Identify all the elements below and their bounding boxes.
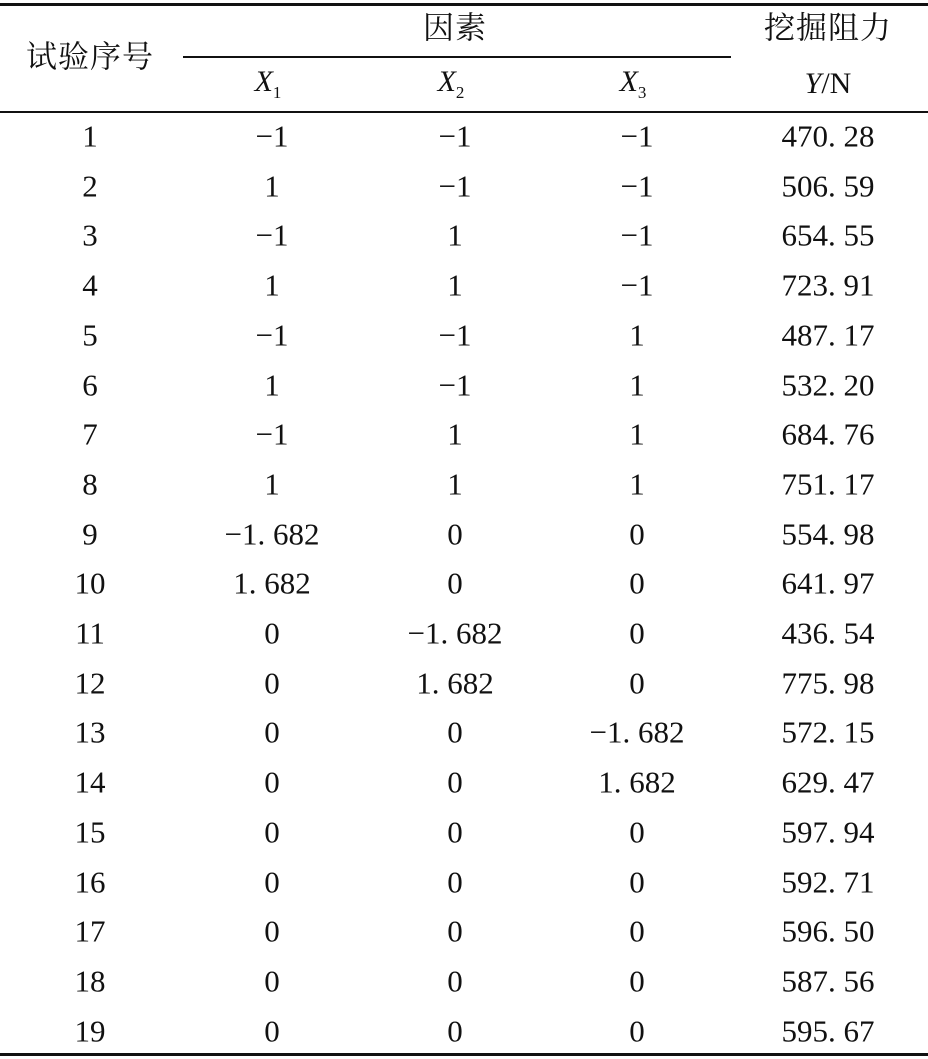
header-y-var: Y [804,67,822,100]
x2-cell: 0 [447,814,463,850]
resistance-cell: 654. 55 [781,217,875,253]
x3-cell: −1 [620,267,654,303]
x3-cell: 1 [629,416,645,452]
factors-group-rule [183,56,731,58]
header-x1-sub: 1 [272,83,282,102]
x3-cell: 1 [629,367,645,402]
x1-cell: 0 [264,665,280,701]
resistance-cell: 506. 59 [781,168,875,204]
x1-cell: 1 [264,466,280,502]
resistance-cell: 554. 98 [781,516,875,552]
x1-cell: 1 [264,168,280,204]
x2-cell: 1 [447,267,463,303]
x1-cell: 0 [264,1013,280,1049]
x3-cell: 0 [629,565,645,601]
trial-number-cell: 17 [74,913,106,949]
x1-cell: −1 [255,118,289,154]
x1-cell: 0 [264,963,280,999]
resistance-cell: 723. 91 [781,267,875,303]
trial-number-cell: 3 [82,217,98,253]
resistance-cell: 595. 67 [781,1013,875,1049]
x1-cell: 1 [264,367,280,402]
x3-cell: −1 [620,118,654,154]
x2-cell: 0 [447,913,463,949]
x3-cell: −1 [620,168,654,204]
header-y-unit [805,69,852,99]
header-resistance: 挖掘阻力 [764,10,892,47]
x2-cell: −1 [438,118,472,154]
resistance-cell: 532. 20 [781,367,875,402]
x1-cell: 1 [264,267,280,303]
x2-cell: −1 [438,367,472,402]
resistance-cell: 587. 56 [781,963,875,999]
x1-cell: 0 [264,714,280,750]
x2-cell: −1 [438,168,472,204]
x2-cell: 0 [447,764,463,800]
x3-cell: 0 [629,963,645,999]
x2-cell: 0 [447,864,463,899]
header-trial-number: 试验序号 [26,39,154,76]
trial-number-cell: 5 [82,317,98,353]
x1-cell: −1 [255,416,289,452]
trial-number-cell: 1 [82,118,98,154]
x3-cell: 0 [629,913,645,949]
x1-cell: 0 [264,814,280,850]
x2-cell: 1. 682 [416,665,494,701]
trial-number-cell: 7 [82,416,98,452]
header-x3 [620,67,647,101]
header-y-unit-text: /N [821,67,852,100]
x1-cell: 1. 682 [233,565,311,601]
x2-cell: 0 [447,714,463,750]
x3-cell: 0 [629,665,645,701]
trial-number-cell: 9 [82,516,98,552]
trial-number-cell: 4 [82,267,98,303]
x3-cell: −1. 682 [589,714,685,750]
resistance-cell: 487. 17 [781,317,875,353]
header-x2 [438,67,465,101]
header-x3-var: X [619,65,638,98]
x2-cell: 0 [447,1013,463,1049]
header-x2-var: X [437,65,456,98]
x2-cell: 1 [447,466,463,502]
resistance-cell: 597. 94 [781,814,875,850]
x3-cell: 0 [629,516,645,552]
resistance-cell: 775. 98 [781,665,875,701]
resistance-cell: 629. 47 [781,764,875,800]
trial-number-cell: 6 [82,367,98,402]
x1-cell: 0 [264,764,280,800]
x1-cell: 0 [264,615,280,651]
trial-number-cell: 12 [74,665,106,701]
resistance-cell: 641. 97 [781,565,875,601]
trial-number-cell: 14 [74,764,106,800]
x1-cell: 0 [264,864,280,899]
x1-cell: −1. 682 [224,516,320,552]
x3-cell: 1 [629,466,645,502]
x1-cell: −1 [255,317,289,353]
x3-cell: 0 [629,1013,645,1049]
resistance-cell: 596. 50 [781,913,875,949]
x3-cell: 0 [629,814,645,850]
x2-cell: −1 [438,317,472,353]
x3-cell: −1 [620,217,654,253]
x3-cell: 1 [629,317,645,353]
x2-cell: 0 [447,963,463,999]
trial-number-cell: 2 [82,168,98,204]
trial-number-cell: 8 [82,466,98,502]
trial-number-cell: 19 [74,1013,106,1049]
resistance-cell: 751. 17 [781,466,875,502]
header-x1 [255,67,282,101]
trial-number-cell: 18 [74,963,106,999]
resistance-cell: 572. 15 [781,714,875,750]
trial-number-cell: 16 [74,864,106,899]
resistance-cell: 436. 54 [781,615,875,651]
x2-cell: 1 [447,416,463,452]
trial-number-cell: 11 [75,615,105,651]
trial-number-cell: 13 [74,714,106,750]
x1-cell: 0 [264,913,280,949]
x3-cell: 0 [629,864,645,899]
header-x1-var: X [254,65,273,98]
header-rule [0,111,928,113]
x2-cell: 1 [447,217,463,253]
header-factors: 因素 [423,10,487,47]
header-x3-sub: 3 [637,83,647,102]
trial-number-cell: 10 [74,565,106,601]
x1-cell: −1 [255,217,289,253]
trial-number-cell: 15 [74,814,106,850]
x3-cell: 1. 682 [598,764,676,800]
x3-cell: 0 [629,615,645,651]
bottom-rule [0,1053,928,1056]
x2-cell: 0 [447,565,463,601]
header-x2-sub: 2 [455,83,465,102]
resistance-cell: 470. 28 [781,118,875,154]
x2-cell: 0 [447,516,463,552]
resistance-cell: 592. 71 [781,864,875,899]
resistance-cell: 684. 76 [781,416,875,452]
x2-cell: −1. 682 [407,615,503,651]
top-rule [0,3,928,6]
